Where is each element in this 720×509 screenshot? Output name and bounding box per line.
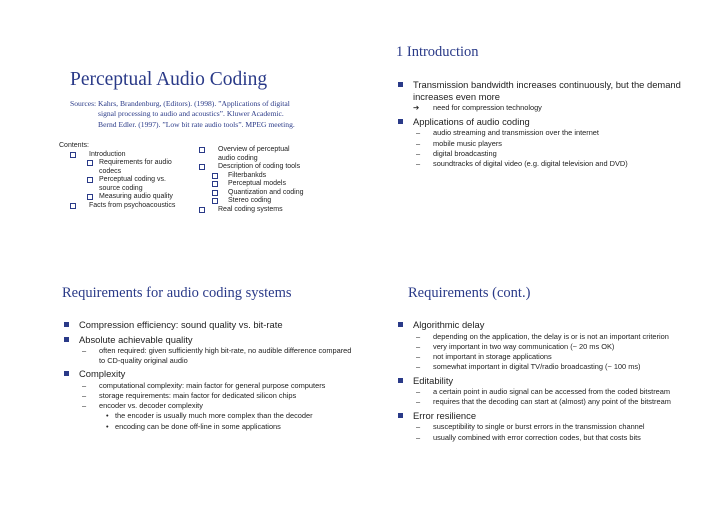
contents-heading: Contents: [59, 142, 89, 149]
contents-item: Perceptual models [199, 180, 339, 189]
bullet-item: • encoding can be done off-line in some applications [106, 421, 281, 431]
bullet-item: – computational complexity: main factor for general purpose computers [82, 380, 326, 390]
dash-bullet-icon: – [416, 362, 421, 372]
slide-title: Perceptual Audio Coding [70, 69, 268, 90]
bullet-item: – very important in two way communication (~ 20 ms OK) [416, 341, 615, 351]
checkbox-bullet-icon [87, 160, 93, 166]
contents-item: Description of coding tools [199, 163, 339, 172]
bullet-item: – storage requirements: main factor for dedicated silicon chips [82, 390, 297, 400]
contents-item: Facts from psychoacoustics [59, 202, 204, 211]
square-bullet-icon [398, 119, 403, 124]
bullet-item: – usually combined with error correction codes, but that costs bits [416, 432, 641, 442]
bullet-list [396, 316, 696, 442]
dash-bullet-icon: – [416, 138, 421, 148]
bullet-item: – encoder vs. decoder complexity [82, 400, 203, 410]
dash-bullet-icon: – [416, 387, 421, 397]
sources-line: Sources: Kahrs, Brandenburg, (Editors). (1998). ”Applications of digital [70, 99, 290, 108]
checkbox-bullet-icon [87, 194, 93, 200]
bullet-item: – somewhat important in digital TV/radio broadcasting (~ 100 ms) [416, 362, 641, 372]
checkbox-bullet-icon [70, 152, 76, 158]
bullet-item: – audio streaming and transmission over the internet [416, 128, 599, 138]
contents-item: Measuring audio quality [59, 193, 204, 202]
dash-bullet-icon: – [416, 352, 421, 362]
slide-title: 1 Introduction [396, 44, 479, 60]
contents-item: Requirements for audio codecs [59, 159, 179, 176]
checkbox-bullet-icon [212, 190, 218, 196]
contents-item: Overview of perceptual audio coding [199, 146, 303, 163]
slide-requirements-cont [368, 262, 713, 507]
square-bullet-icon [398, 378, 403, 383]
square-bullet-icon [64, 371, 69, 376]
bullet-item: – soundtracks of digital video (e.g. digital television and DVD) [416, 158, 628, 168]
bullet-list [396, 76, 688, 168]
sources-line: Bernd Edler. (1997). ”Low bit rate audio tools”. MPEG meeting. [98, 119, 295, 129]
checkbox-bullet-icon [199, 164, 205, 170]
bullet-item: Algorithmic delay [396, 319, 696, 331]
bullet-item: Error resilience [396, 410, 696, 422]
dash-bullet-icon: – [82, 400, 87, 410]
bullet-item: – depending on the application, the delay is or is not an important criterion [416, 331, 669, 341]
square-bullet-icon [64, 337, 69, 342]
dash-bullet-icon: – [416, 422, 421, 432]
contents-item: Filterbankds [199, 172, 339, 181]
bullet-item: – a certain point in audio signal can be accessed from the coded bitstream [416, 387, 671, 397]
slide-requirements [8, 262, 353, 507]
checkbox-bullet-icon [70, 203, 76, 209]
bullet-item: – digital broadcasting [416, 148, 497, 158]
bullet-item: – often required: given sufficiently high bit-rate, no audible difference compared to CD-quality original audio [82, 346, 352, 365]
square-bullet-icon [398, 82, 403, 87]
contents-column-left [59, 142, 204, 210]
checkbox-bullet-icon [199, 207, 205, 213]
checkbox-bullet-icon [199, 147, 205, 153]
arrow-right-icon: ➔ [413, 103, 420, 113]
contents-item: Introduction [59, 151, 204, 160]
dash-bullet-icon: – [416, 148, 421, 158]
square-bullet-icon [64, 322, 69, 327]
dash-bullet-icon: – [82, 390, 87, 400]
contents-item: Perceptual coding vs. source coding [59, 176, 179, 193]
dash-bullet-icon: – [416, 397, 421, 407]
contents-column-right [199, 146, 339, 214]
bullet-item: Transmission bandwidth increases continuously, but the demand increases even more [396, 79, 688, 102]
contents-item: Real coding systems [199, 206, 339, 215]
slide-title: Requirements for audio coding systems [62, 285, 292, 301]
bullet-item: – mobile music players [416, 138, 503, 148]
checkbox-bullet-icon [212, 181, 218, 187]
bullet-item: Applications of audio coding [396, 116, 688, 128]
checkbox-bullet-icon [87, 177, 93, 183]
dash-bullet-icon: – [82, 346, 87, 356]
contents-item: Stereo coding [199, 197, 339, 206]
bullet-item: – susceptibility to single or burst errors in the transmission channel [416, 422, 645, 432]
bullet-list [62, 316, 352, 431]
dash-bullet-icon: – [82, 380, 87, 390]
dash-bullet-icon: – [416, 128, 421, 138]
slide-title: Requirements (cont.) [408, 285, 531, 301]
bullet-item: Compression efficiency: sound quality vs. bit-rate [62, 319, 352, 331]
contents-item: Quantization and coding [199, 189, 339, 198]
bullet-item: – not important in storage applications [416, 352, 552, 362]
sources-line: signal processing to audio and acoustics”. Kluwer Academic. [98, 109, 284, 119]
slide-introduction [368, 8, 713, 253]
slide-perceptual-audio-coding [8, 8, 353, 253]
sources-block [70, 99, 350, 130]
dash-bullet-icon: – [416, 158, 421, 168]
bullet-item: ➔ need for compression technology [413, 103, 542, 113]
bullet-item: Absolute achievable quality [62, 334, 352, 346]
checkbox-bullet-icon [212, 198, 218, 204]
dash-bullet-icon: – [416, 331, 421, 341]
dot-bullet-icon: • [106, 411, 109, 421]
checkbox-bullet-icon [212, 173, 218, 179]
bullet-item: • the encoder is usually much more complex than the decoder [106, 411, 313, 421]
square-bullet-icon [398, 413, 403, 418]
square-bullet-icon [398, 322, 403, 327]
dot-bullet-icon: • [106, 421, 109, 431]
bullet-item: Editability [396, 375, 696, 387]
bullet-item: Complexity [62, 368, 352, 380]
dash-bullet-icon: – [416, 341, 421, 351]
bullet-item: – requires that the decoding can start at (almost) any point of the bitstream [416, 397, 671, 407]
dash-bullet-icon: – [416, 432, 421, 442]
